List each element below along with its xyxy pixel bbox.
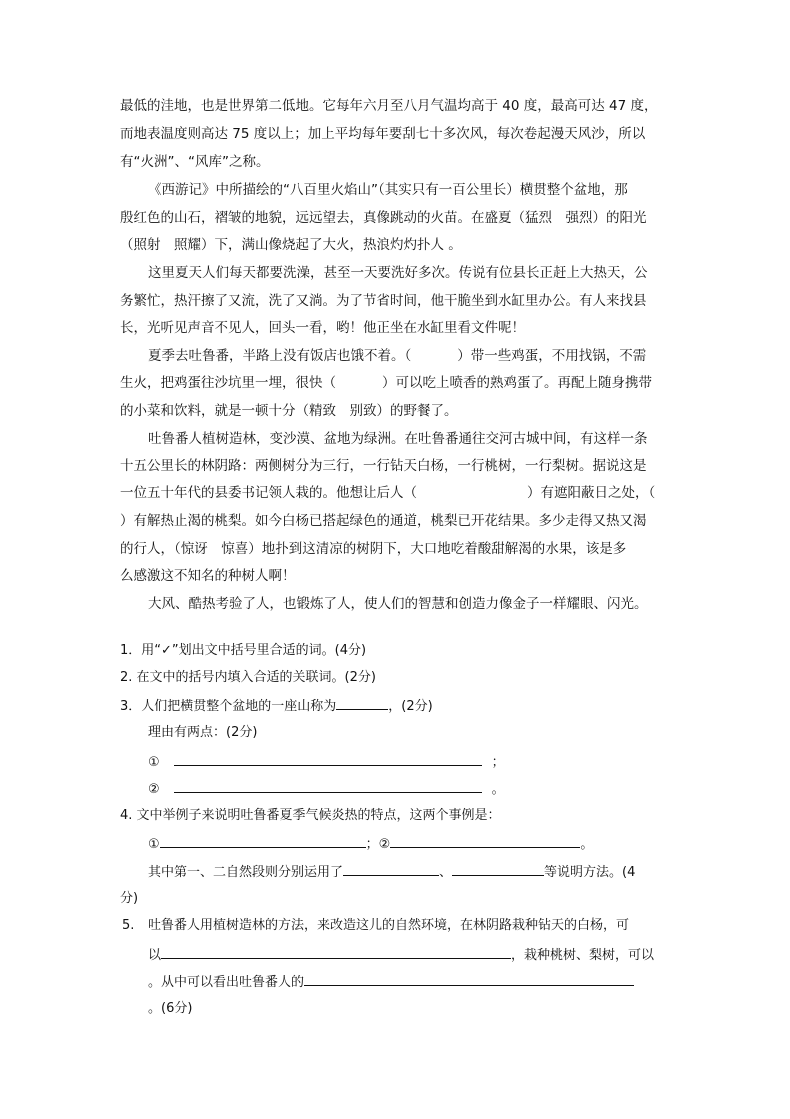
passage-text: ）有遮阳蔽日之处，（ [527, 485, 656, 501]
passage-line: 的行人，（惊讶 惊喜）地扑到这清凉的树阴下，大口地吃着酸甜解渴的水果，该是多 [120, 541, 627, 557]
question-4-wrap: 分) [120, 891, 139, 906]
question-text: 、 [439, 865, 453, 880]
circled-number: ② [148, 782, 160, 797]
passage-text: 夏季去吐鲁番，半路上没有饭店也饿不着。（ [148, 348, 412, 364]
passage-text: ）可以吃上喷香的熟鸡蛋了。再配上随身携带 [382, 375, 652, 391]
passage-line: 最低的洼地，也是世界第二低地。它每年六月至八月气温均高于 40 度，最高可达 47 度， [120, 98, 658, 114]
question-text: ； [491, 755, 505, 770]
question-text: 。从中可以看出吐鲁番人的 [148, 975, 305, 990]
question-text: 。 [491, 782, 505, 797]
passage-line: 这里夏天人们每天都要洗澡，甚至一天要洗好多次。传说有位县长正赶上大热天，公 [148, 265, 648, 281]
passage-line: 吐鲁番人植树造林，变沙漠、盆地为绿洲。在吐鲁番通往交河古城中间，有这样一条 [148, 431, 648, 447]
question-text: 等说明方法。(4 [544, 865, 636, 880]
passage-line: 么感激这不知名的种树人啊！ [120, 568, 296, 584]
passage-line: 的小菜和饮料，就是一顿十分（精致 别致）的野餐了。 [120, 403, 458, 419]
answer-blank[interactable] [174, 751, 482, 766]
passage-line: 有“火洲”、“风库”之称。 [120, 154, 270, 170]
passage-line [120, 483, 680, 503]
question-5-line-2 [148, 944, 680, 966]
question-5-line-3 [148, 971, 680, 993]
circled-number: ① [148, 837, 160, 852]
question-3-item-2 [148, 778, 680, 800]
passage-line: 十五公里长的林阴路：两侧树分为三行，一行钻天白杨，一行桃树，一行梨树。据说这是 [120, 458, 647, 474]
question-text: 以 [148, 948, 162, 963]
question-4-methods [148, 861, 680, 883]
passage-text: 生火，把鸡蛋往沙坑里一埋，很快（ [120, 375, 336, 391]
question-4: 4. 文中举例子来说明吐鲁番夏季气候炎热的特点，这两个事例是： [120, 808, 501, 823]
question-5-number: 5. [122, 918, 135, 933]
question-3 [120, 695, 680, 717]
question-1: 1．用“✓”划出文中括号里合适的词。(4分) [120, 643, 367, 658]
passage-line: 而地表温度则高达 75 度以上；加上平均每年要刮七十多次风，每次卷起漫天风沙，所以 [120, 126, 646, 142]
question-3-reason: 理由有两点：(2分) [148, 725, 258, 740]
question-text: 其中第一、二自然段则分别运用了 [148, 865, 344, 880]
passage-line: 务繁忙，热汗擦了又流，洗了又淌。为了节省时间，他干脆坐到水缸里办公。有人来找县 [120, 293, 647, 309]
answer-blank[interactable] [343, 861, 439, 876]
passage-line [148, 346, 680, 366]
passage-text: ）带一些鸡蛋，不用找锅，不需 [457, 348, 647, 364]
passage-line: 长，光听见声音不见人，回头一看，哟！他正坐在水缸里看文件呢！ [120, 320, 525, 336]
answer-blank[interactable] [161, 944, 511, 959]
question-2: 2. 在文中的括号内填入合适的关联词。(2分) [120, 670, 376, 685]
passage-line [120, 373, 680, 393]
question-3-item-1 [148, 751, 680, 773]
question-text: ；② [365, 837, 391, 852]
passage-line: 《西游记》中所描绘的“八百里火焰山”（其实只有一百公里长）横贯整个盆地，那 [148, 182, 628, 198]
question-text: 3．人们把横贯整个盆地的一座山称为 [120, 699, 337, 714]
circled-number: ① [148, 755, 160, 770]
answer-blank[interactable] [304, 971, 634, 986]
passage-line: （照射 照耀）下，满山像烧起了大火，热浪灼灼扑人 。 [120, 237, 462, 253]
answer-blank[interactable] [336, 695, 388, 710]
passage-line: 殷红色的山石，褶皱的地貌，远远望去，真像跳动的火苗。在盛夏（猛烈 强烈）的阳光 [120, 210, 647, 226]
answer-blank[interactable] [174, 778, 482, 793]
question-5-line-4: 。(6分) [148, 1001, 193, 1016]
question-text: ，栽种桃树、梨树，可以 [511, 948, 655, 963]
question-text: 。 [580, 837, 594, 852]
passage-line: 大风、酷热考验了人，也锻炼了人，使人们的智慧和创造力像金子一样耀眼、闪光。 [148, 596, 648, 612]
answer-blank[interactable] [452, 861, 544, 876]
passage-text: 一位五十年代的县委书记领人栽的。他想让后人（ [120, 485, 417, 501]
question-text: ，(2分) [388, 699, 433, 714]
question-4-items [148, 833, 680, 855]
question-5: 吐鲁番人用植树造林的方法，来改造这儿的自然环境，在林阴路栽种钻天的白杨，可 [148, 918, 630, 933]
passage-line: ）有解热止渴的桃梨。如今白杨已搭起绿色的通道，桃梨已开花结果。多少走得又热又渴 [120, 513, 647, 529]
answer-blank[interactable] [160, 833, 366, 848]
answer-blank[interactable] [390, 833, 580, 848]
